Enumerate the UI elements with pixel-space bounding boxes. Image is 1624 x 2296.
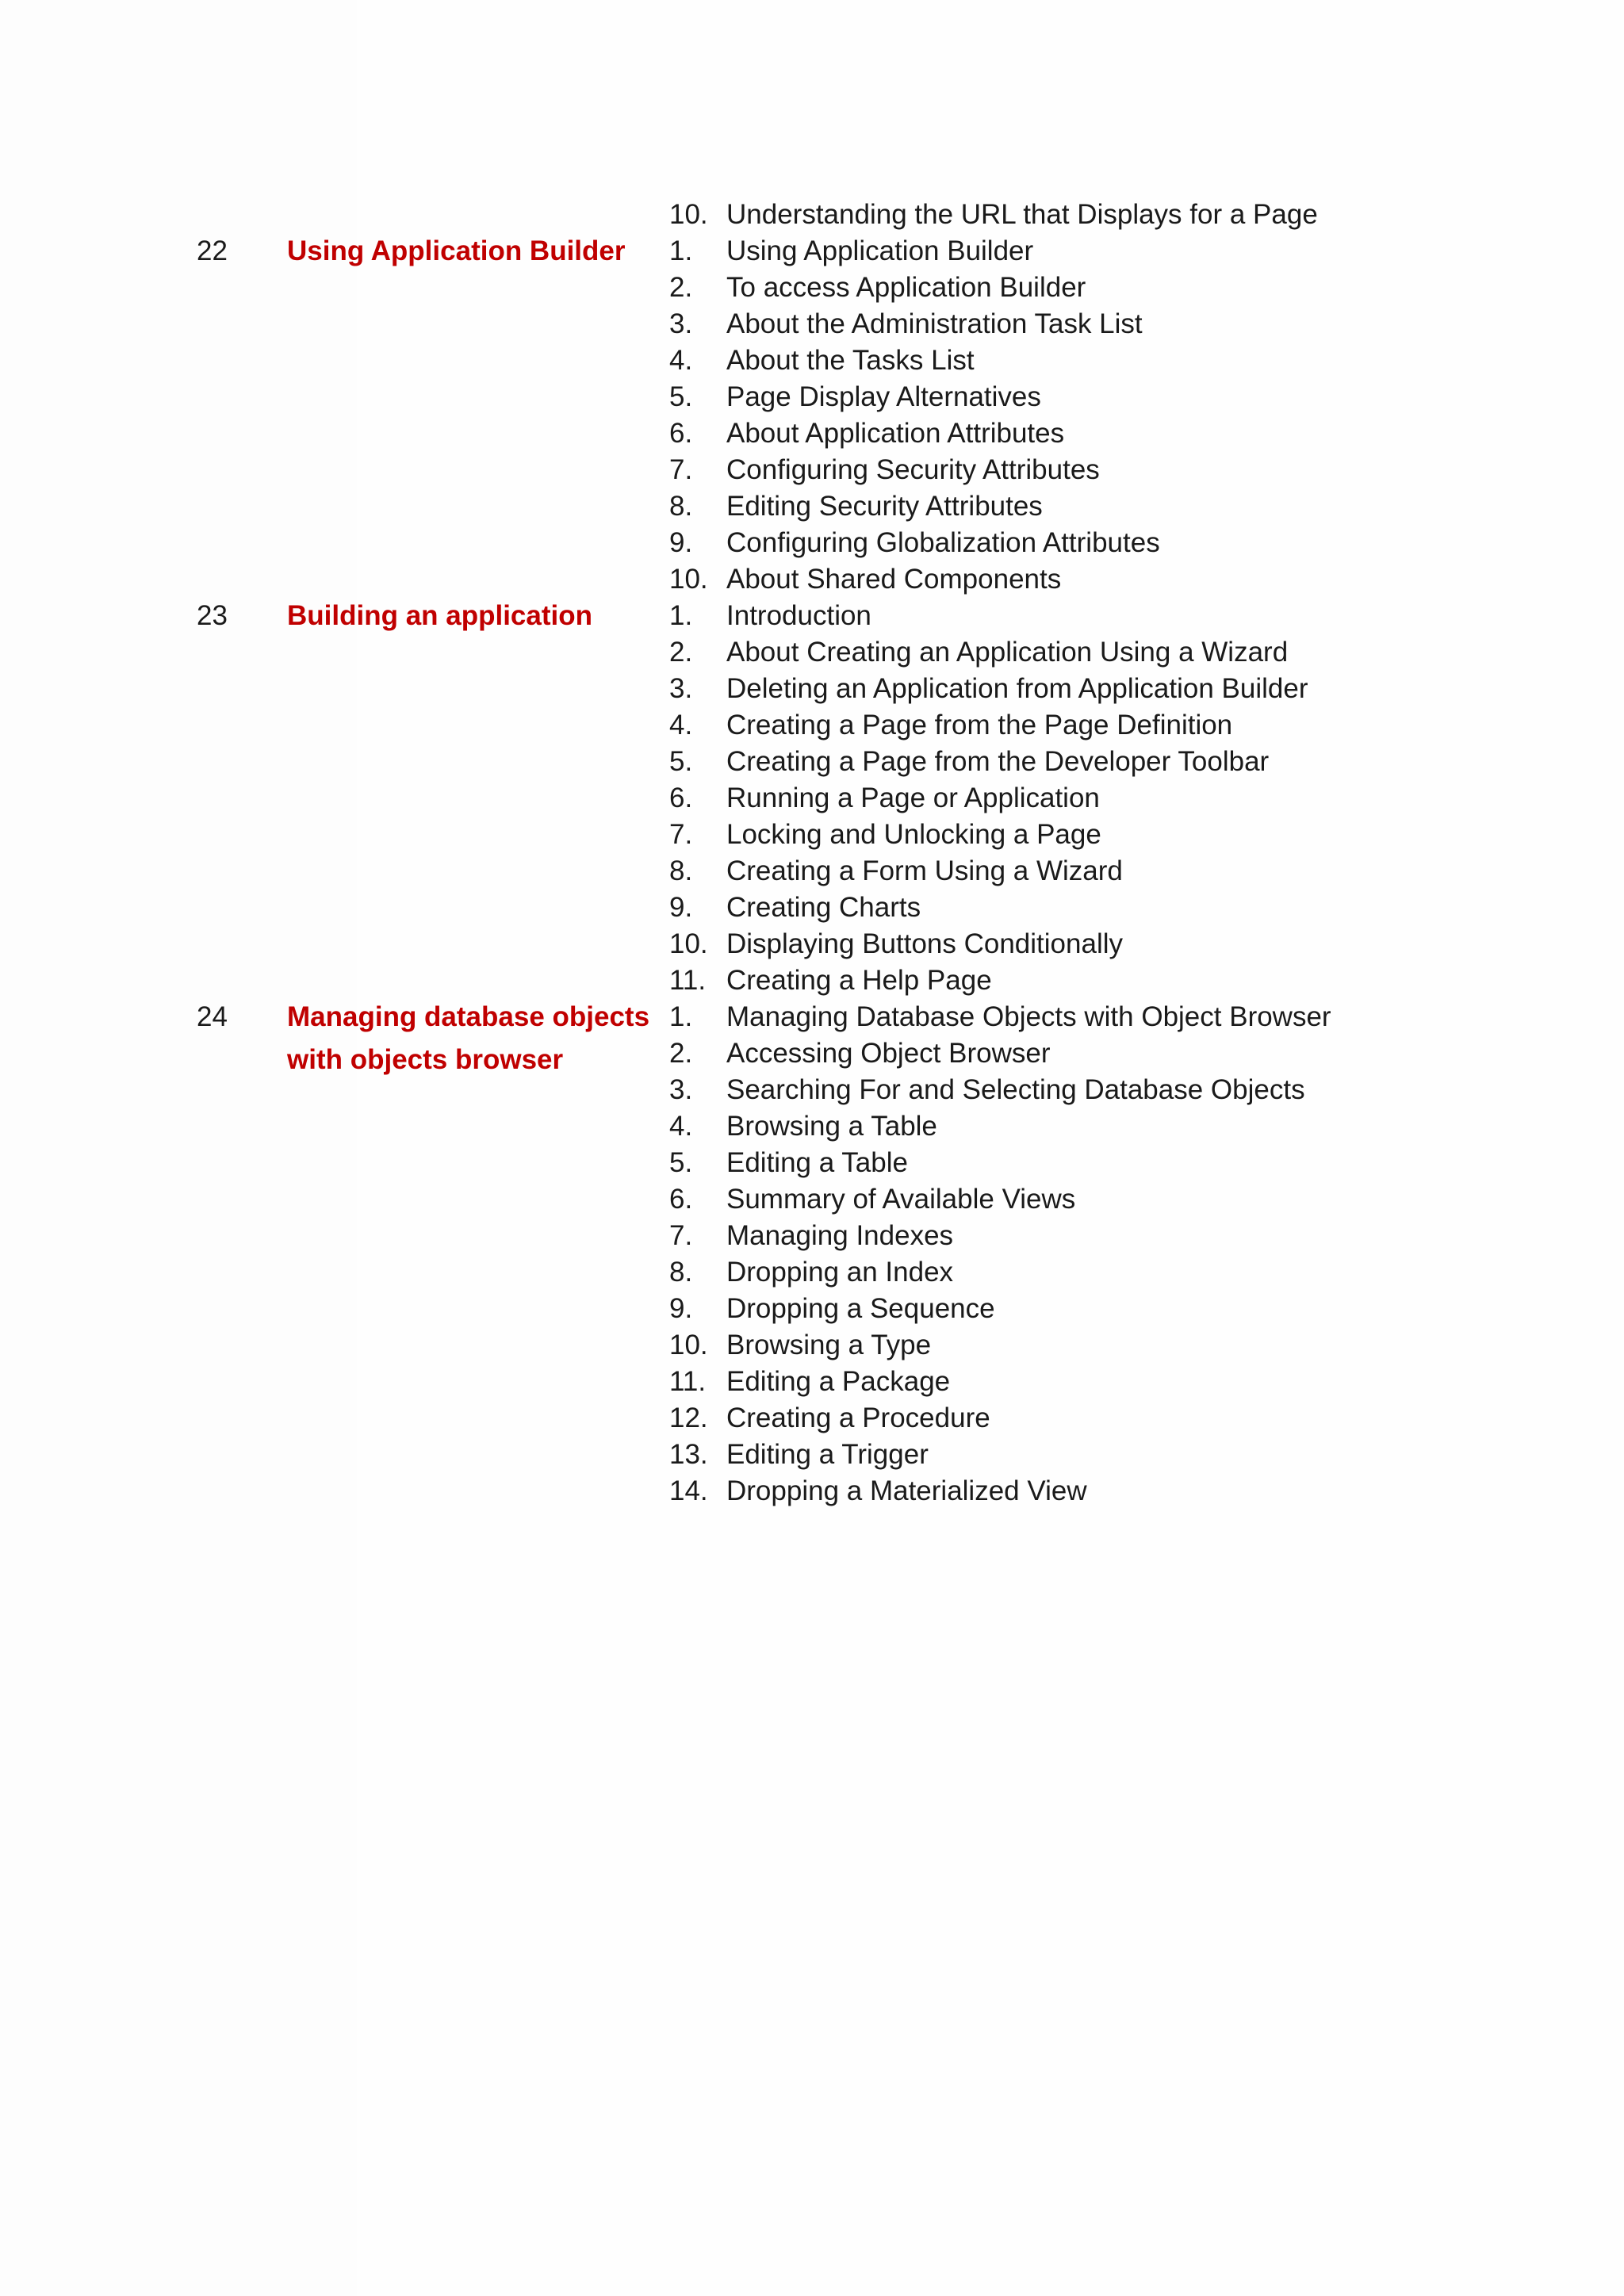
item-number: 3. — [669, 673, 693, 704]
item-text: Managing Database Objects with Object Browser — [726, 1001, 1331, 1032]
list-item — [0, 780, 1624, 817]
item-number: 5. — [669, 746, 693, 777]
list-item — [0, 306, 1624, 342]
item-text: Understanding the URL that Displays for a Page — [726, 199, 1318, 230]
item-text: Introduction — [726, 600, 871, 631]
item-number: 14. — [669, 1475, 708, 1506]
item-text: Editing Security Attributes — [726, 491, 1043, 522]
item-number: 1. — [669, 1001, 693, 1032]
item-number: 7. — [669, 454, 693, 485]
item-number: 9. — [669, 527, 693, 558]
list-item — [0, 452, 1624, 488]
item-text: Locking and Unlocking a Page — [726, 819, 1101, 850]
chapter-title: Using Application Builder — [287, 235, 626, 266]
item-text: Deleting an Application from Application Builder — [726, 673, 1308, 704]
item-number: 5. — [669, 381, 693, 412]
list-item — [0, 1473, 1624, 1510]
list-item — [0, 962, 1624, 999]
list-item — [0, 561, 1624, 598]
list-item — [0, 634, 1624, 671]
item-text: Running a Page or Application — [726, 783, 1100, 813]
item-number: 2. — [669, 637, 693, 668]
item-text: Creating a Page from the Page Definition — [726, 710, 1233, 740]
item-text: Managing Indexes — [726, 1220, 954, 1251]
list-item — [0, 1108, 1624, 1145]
item-text: Using Application Builder — [726, 235, 1034, 266]
item-text: Creating a Help Page — [726, 965, 992, 996]
list-item — [0, 926, 1624, 962]
chapter-title: Building an application — [287, 600, 592, 631]
item-text: Configuring Security Attributes — [726, 454, 1100, 485]
item-number: 10. — [669, 928, 708, 959]
item-number: 10. — [669, 1330, 708, 1360]
item-number: 7. — [669, 1220, 693, 1251]
list-item — [0, 1181, 1624, 1218]
list-item — [0, 1291, 1624, 1327]
item-text: To access Application Builder — [726, 272, 1086, 303]
chapter-row — [0, 233, 1624, 270]
list-item — [0, 1400, 1624, 1437]
item-text: Accessing Object Browser — [726, 1038, 1051, 1069]
item-text: Creating a Procedure — [726, 1402, 990, 1433]
list-item — [0, 853, 1624, 890]
item-number: 2. — [669, 1038, 693, 1069]
list-item — [0, 488, 1624, 525]
item-text: Creating a Page from the Developer Toolbar — [726, 746, 1270, 777]
lead-item — [0, 197, 1624, 233]
list-item — [0, 1437, 1624, 1473]
item-text: Browsing a Table — [726, 1111, 937, 1142]
item-text: Dropping an Index — [726, 1257, 954, 1288]
list-item — [0, 671, 1624, 707]
chapter-row — [0, 598, 1624, 634]
item-number: 7. — [669, 819, 693, 850]
item-text: Configuring Globalization Attributes — [726, 527, 1160, 558]
chapter-number: 23 — [197, 600, 228, 631]
item-number: 11. — [669, 965, 707, 996]
list-item — [0, 817, 1624, 853]
item-number: 6. — [669, 418, 693, 449]
item-number: 9. — [669, 892, 693, 923]
list-item — [0, 270, 1624, 306]
item-text: Creating a Form Using a Wizard — [726, 855, 1123, 886]
item-number: 11. — [669, 1366, 707, 1397]
item-number: 8. — [669, 855, 693, 886]
item-number: 4. — [669, 1111, 693, 1142]
item-text: About Application Attributes — [726, 418, 1065, 449]
item-number: 1. — [669, 600, 693, 631]
list-item — [0, 1145, 1624, 1181]
chapter-number: 22 — [197, 235, 228, 266]
list-item — [0, 707, 1624, 744]
item-number: 10. — [669, 564, 708, 595]
list-item — [0, 342, 1624, 379]
item-number: 9. — [669, 1293, 693, 1324]
item-text: Displaying Buttons Conditionally — [726, 928, 1123, 959]
list-item — [0, 890, 1624, 926]
item-number: 6. — [669, 1184, 693, 1215]
list-item — [0, 525, 1624, 561]
item-text: Browsing a Type — [726, 1330, 932, 1360]
item-number: 4. — [669, 710, 693, 740]
list-item — [0, 1072, 1624, 1108]
item-number: 12. — [669, 1402, 708, 1433]
item-number: 8. — [669, 1257, 693, 1288]
item-text: Editing a Table — [726, 1147, 908, 1178]
item-text: Dropping a Materialized View — [726, 1475, 1087, 1506]
item-text: About Shared Components — [726, 564, 1062, 595]
item-text: About the Administration Task List — [726, 308, 1143, 339]
item-number: 10. — [669, 199, 708, 230]
item-text: Searching For and Selecting Database Objects — [726, 1074, 1305, 1105]
list-item — [0, 1218, 1624, 1254]
list-item — [0, 1254, 1624, 1291]
item-number: 2. — [669, 272, 693, 303]
item-number: 4. — [669, 345, 693, 376]
chapter-title: Managing database objects with objects browser — [287, 1001, 650, 1075]
item-text: Page Display Alternatives — [726, 381, 1041, 412]
item-number: 3. — [669, 1074, 693, 1105]
item-number: 6. — [669, 783, 693, 813]
list-item — [0, 744, 1624, 780]
list-item — [0, 1035, 1624, 1072]
list-item — [0, 1327, 1624, 1364]
item-number: 13. — [669, 1439, 708, 1470]
item-text: Editing a Trigger — [726, 1439, 929, 1470]
item-number: 8. — [669, 491, 693, 522]
item-text: Creating Charts — [726, 892, 921, 923]
item-number: 5. — [669, 1147, 693, 1178]
item-text: About Creating an Application Using a Wizard — [726, 637, 1289, 668]
item-text: Dropping a Sequence — [726, 1293, 995, 1324]
list-item — [0, 379, 1624, 415]
item-number: 3. — [669, 308, 693, 339]
item-text: Summary of Available Views — [726, 1184, 1076, 1215]
list-item — [0, 1364, 1624, 1400]
list-item — [0, 415, 1624, 452]
item-text: About the Tasks List — [726, 345, 975, 376]
chapter-number: 24 — [197, 1001, 228, 1032]
item-number: 1. — [669, 235, 693, 266]
item-text: Editing a Package — [726, 1366, 951, 1397]
